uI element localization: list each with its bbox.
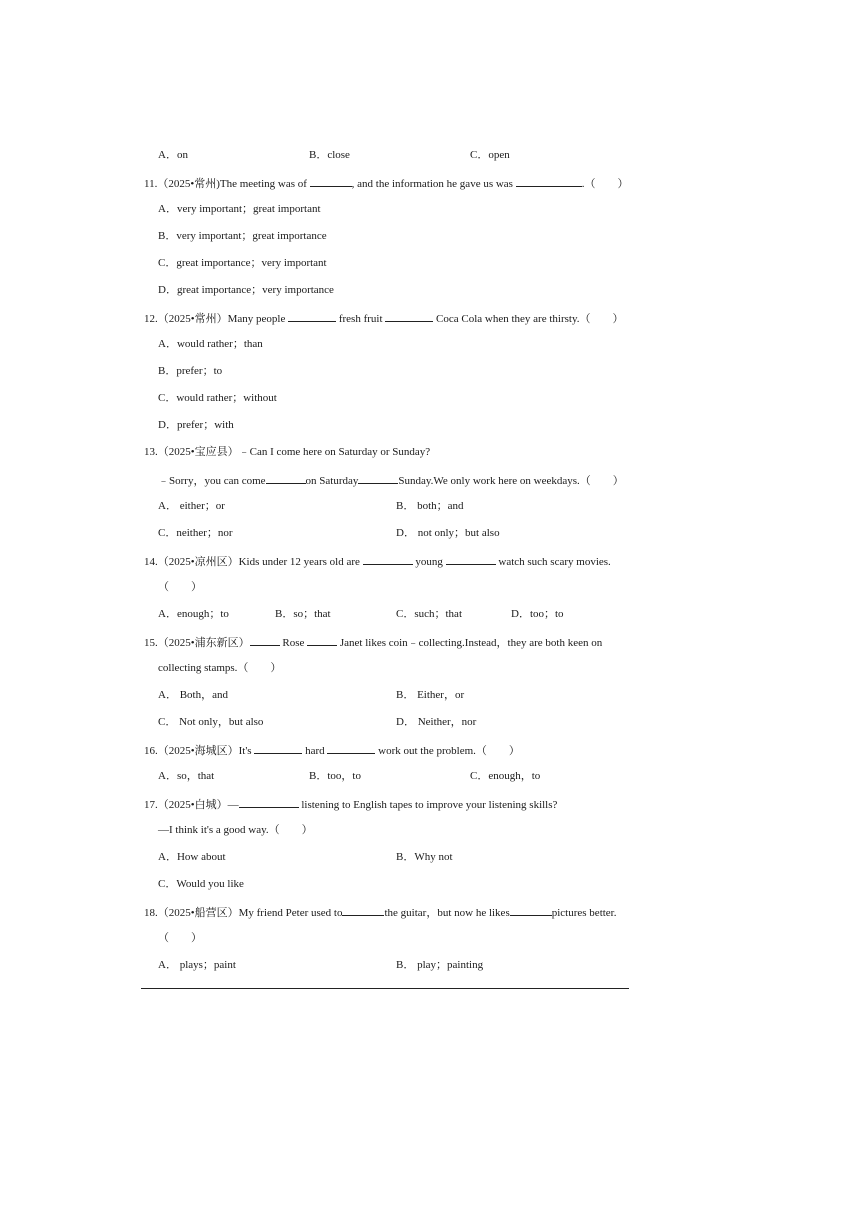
q15-option-d: D． Neither，nor	[396, 716, 477, 728]
answer-blank	[516, 175, 582, 187]
answer-blank	[363, 553, 413, 565]
q16-option-a: A．so，that	[158, 770, 215, 782]
answer-blank	[288, 310, 336, 322]
answer-blank	[239, 796, 299, 808]
q10-option-c: C．open	[470, 149, 510, 161]
q11-option-a: A．very important；great important	[158, 203, 321, 215]
question-15: 15.（2025•浦东新区） Rose Janet likes coin﹣collecting.Instead，they are both keen on	[144, 634, 602, 650]
q18-option-b: B． play；painting	[396, 959, 484, 971]
question-12: 12.（2025•常州）Many people fresh fruit Coca Cola when they are thirsty.（ ）	[144, 310, 624, 326]
q11-option-b: B．very important；great importance	[158, 230, 327, 242]
q14-option-a: A．enough；to	[158, 608, 229, 620]
q16-option-b: B．too，to	[309, 770, 361, 782]
q11-option-c: C．great importance；very important	[158, 257, 327, 269]
q17-option-a: A．How about	[158, 851, 226, 863]
answer-blank	[310, 175, 352, 187]
q14-option-c: C．such；that	[396, 608, 462, 620]
q12-option-b: B．prefer；to	[158, 365, 223, 377]
q18-option-a: A． plays；paint	[158, 959, 236, 971]
q13-option-d: D． not only；but also	[396, 527, 500, 539]
answer-blank	[307, 634, 337, 646]
question-14-paren: （ ）	[158, 581, 202, 593]
question-14: 14.（2025•凉州区）Kids under 12 years old are young watch such scary movies.	[144, 553, 611, 569]
page-bottom-rule	[141, 988, 629, 989]
question-17-line2: —I think it's a good way.（ ）	[158, 824, 313, 836]
q13-option-c: C．neither；nor	[158, 527, 233, 539]
q12-option-c: C．would rather；without	[158, 392, 277, 404]
answer-blank	[385, 310, 433, 322]
answer-blank	[342, 904, 384, 916]
question-13: 13.（2025•宝应县）﹣Can I come here on Saturday or Sunday?	[144, 446, 431, 458]
q14-option-b: B．so；that	[275, 608, 331, 620]
q13-option-b: B． both；and	[396, 500, 464, 512]
q15-option-a: A． Both，and	[158, 689, 228, 701]
answer-blank	[358, 472, 398, 484]
answer-blank	[510, 904, 552, 916]
question-17: 17.（2025•白城）— listening to English tapes to improve your listening skills?	[144, 796, 557, 812]
answer-blank	[327, 742, 375, 754]
answer-blank	[250, 634, 280, 646]
question-18: 18.（2025•船营区）My friend Peter used to the guitar，but now he likes pictures better.	[144, 904, 617, 920]
q17-option-c: C．Would you like	[158, 878, 244, 890]
q16-option-c: C．enough，to	[470, 770, 541, 782]
q14-option-d: D．too；to	[511, 608, 564, 620]
question-13-line2: ﹣Sorry，you can come on Saturday Sunday.We only work here on weekdays.（ ）	[158, 472, 624, 488]
question-15-line2: collecting stamps.（ ）	[158, 662, 282, 674]
question-16: 16.（2025•海城区）It's hard work out the problem.（ ）	[144, 742, 520, 758]
q12-option-a: A．would rather；than	[158, 338, 263, 350]
q12-option-d: D．prefer；with	[158, 419, 234, 431]
q15-option-b: B． Either，or	[396, 689, 465, 701]
q17-option-b: B．Why not	[396, 851, 453, 863]
answer-blank	[446, 553, 496, 565]
q10-option-a: A．on	[158, 149, 188, 161]
answer-blank	[254, 742, 302, 754]
q13-option-a: A． either；or	[158, 500, 225, 512]
q10-option-b: B．close	[309, 149, 350, 161]
answer-blank	[266, 472, 306, 484]
q11-option-d: D．great importance；very importance	[158, 284, 334, 296]
q15-option-c: C． Not only，but also	[158, 716, 264, 728]
question-18-paren: （ ）	[158, 932, 202, 944]
question-11: 11.（2025•常州)The meeting was of , and the information he gave us was .（ ）	[144, 175, 628, 191]
